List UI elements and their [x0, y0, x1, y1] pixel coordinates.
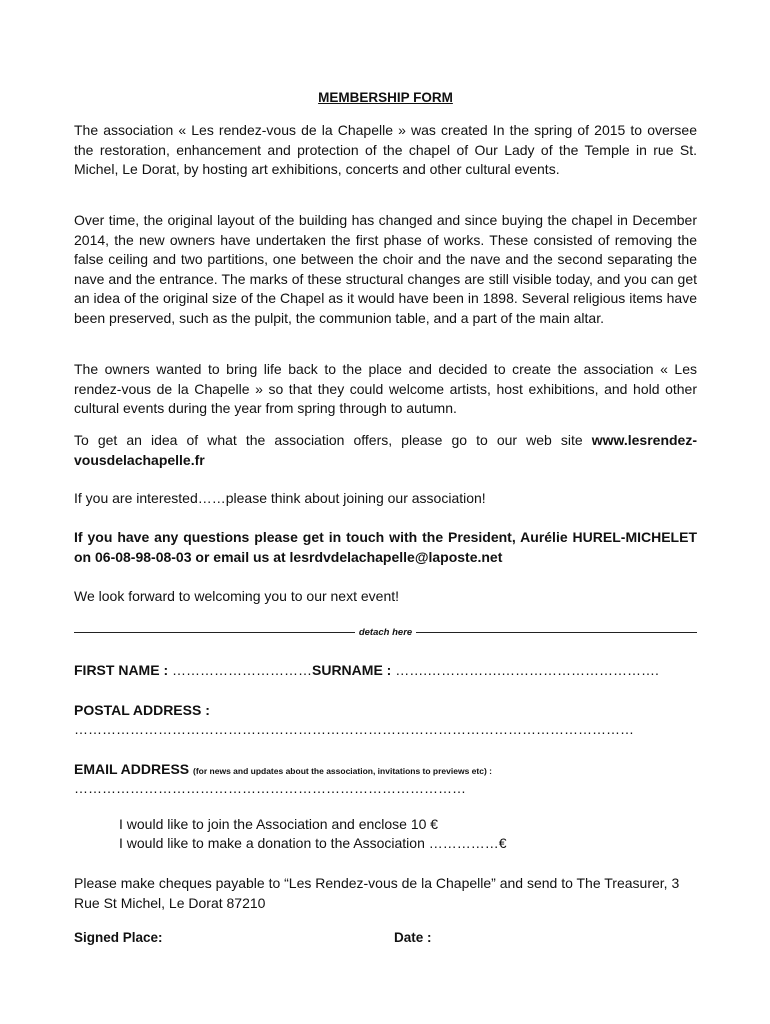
detach-line [74, 627, 697, 638]
first-name-label: FIRST NAME : [74, 662, 172, 678]
postal-address-label: POSTAL ADDRESS : [74, 702, 210, 718]
closing-paragraph: We look forward to welcoming you to our next event! [74, 588, 400, 604]
join-option[interactable]: I would like to join the Association and enclose 10 € [119, 816, 439, 832]
email-field[interactable] [74, 780, 519, 796]
owners-paragraph: The owners wanted to bring life back to the place and decided to create the association « Les rendez-vous de la Chapelle » so that they could welcome artists, host exhibitions, and hold other cultural events during the year from spring through to autumn. [74, 361, 697, 417]
detach-rule-right [416, 632, 697, 633]
surname-label: SURNAME : [312, 662, 396, 678]
postal-address-field[interactable] [74, 721, 682, 737]
date-label: Date : [394, 930, 432, 945]
first-name-field[interactable]: ………………………… [172, 662, 312, 678]
postal-address-dots[interactable]: ………………………………………………………………………………………………………… [74, 721, 634, 737]
website-text: To get an idea of what the association offers, please go to our web site [74, 432, 592, 448]
website-link[interactable]: www.lesrendez-vousdelachapelle.fr [74, 432, 697, 468]
detach-rule-left [74, 632, 355, 633]
email-row [74, 761, 697, 777]
website-paragraph [74, 431, 697, 470]
cheques-paragraph: Please make cheques payable to “Les Rendez-vous de la Chapelle” and send to The Treasurer, 3 Rue St Michel, Le Dorat 87210 [74, 875, 680, 911]
interest-paragraph: If you are interested……please think about joining our association! [74, 490, 486, 506]
intro-paragraph: The association « Les rendez-vous de la Chapelle » was created In the spring of 2015 to oversee the restoration, enhancement and protection of the chapel of Our Lady of the Temple in rue St. Michel, Le Dorat, by hosting art exhibitions, concerts and other cultural events. [74, 122, 697, 178]
donation-option[interactable]: I would like to make a donation to the Association ……………€ [119, 835, 507, 851]
email-label: EMAIL ADDRESS [74, 761, 194, 777]
email-dots[interactable]: ………………………………………………………………………… [74, 780, 466, 796]
email-note: (for news and updates about the association, invitations to previews etc) : [193, 766, 492, 776]
name-row [74, 662, 697, 678]
history-paragraph: Over time, the original layout of the building has changed and since buying the chapel in December 2014, the new owners have undertaken the first phase of works. These consisted of removing the false ceiling and two partitions, one between the choir and the nave and the second separating the nave and the entrance. The marks of these structural changes are still visible today, and you can get an idea of the original size of the Chapel as it would have been in 1898. Several religious items have been preserved, such as the pulpit, the communion table, and a part of the main altar. [74, 212, 697, 326]
page-title: MEMBERSHIP FORM [318, 90, 453, 105]
signed-place-label: Signed Place: [74, 930, 163, 945]
detach-label: detach here [358, 627, 413, 638]
surname-field[interactable]: …….…………….……………………………. [395, 662, 659, 678]
contact-paragraph: If you have any questions please get in touch with the President, Aurélie HUREL-MICHELET on 06-08-98-08-03 or email us at lesrdvdelachapelle@laposte.net [74, 529, 697, 565]
